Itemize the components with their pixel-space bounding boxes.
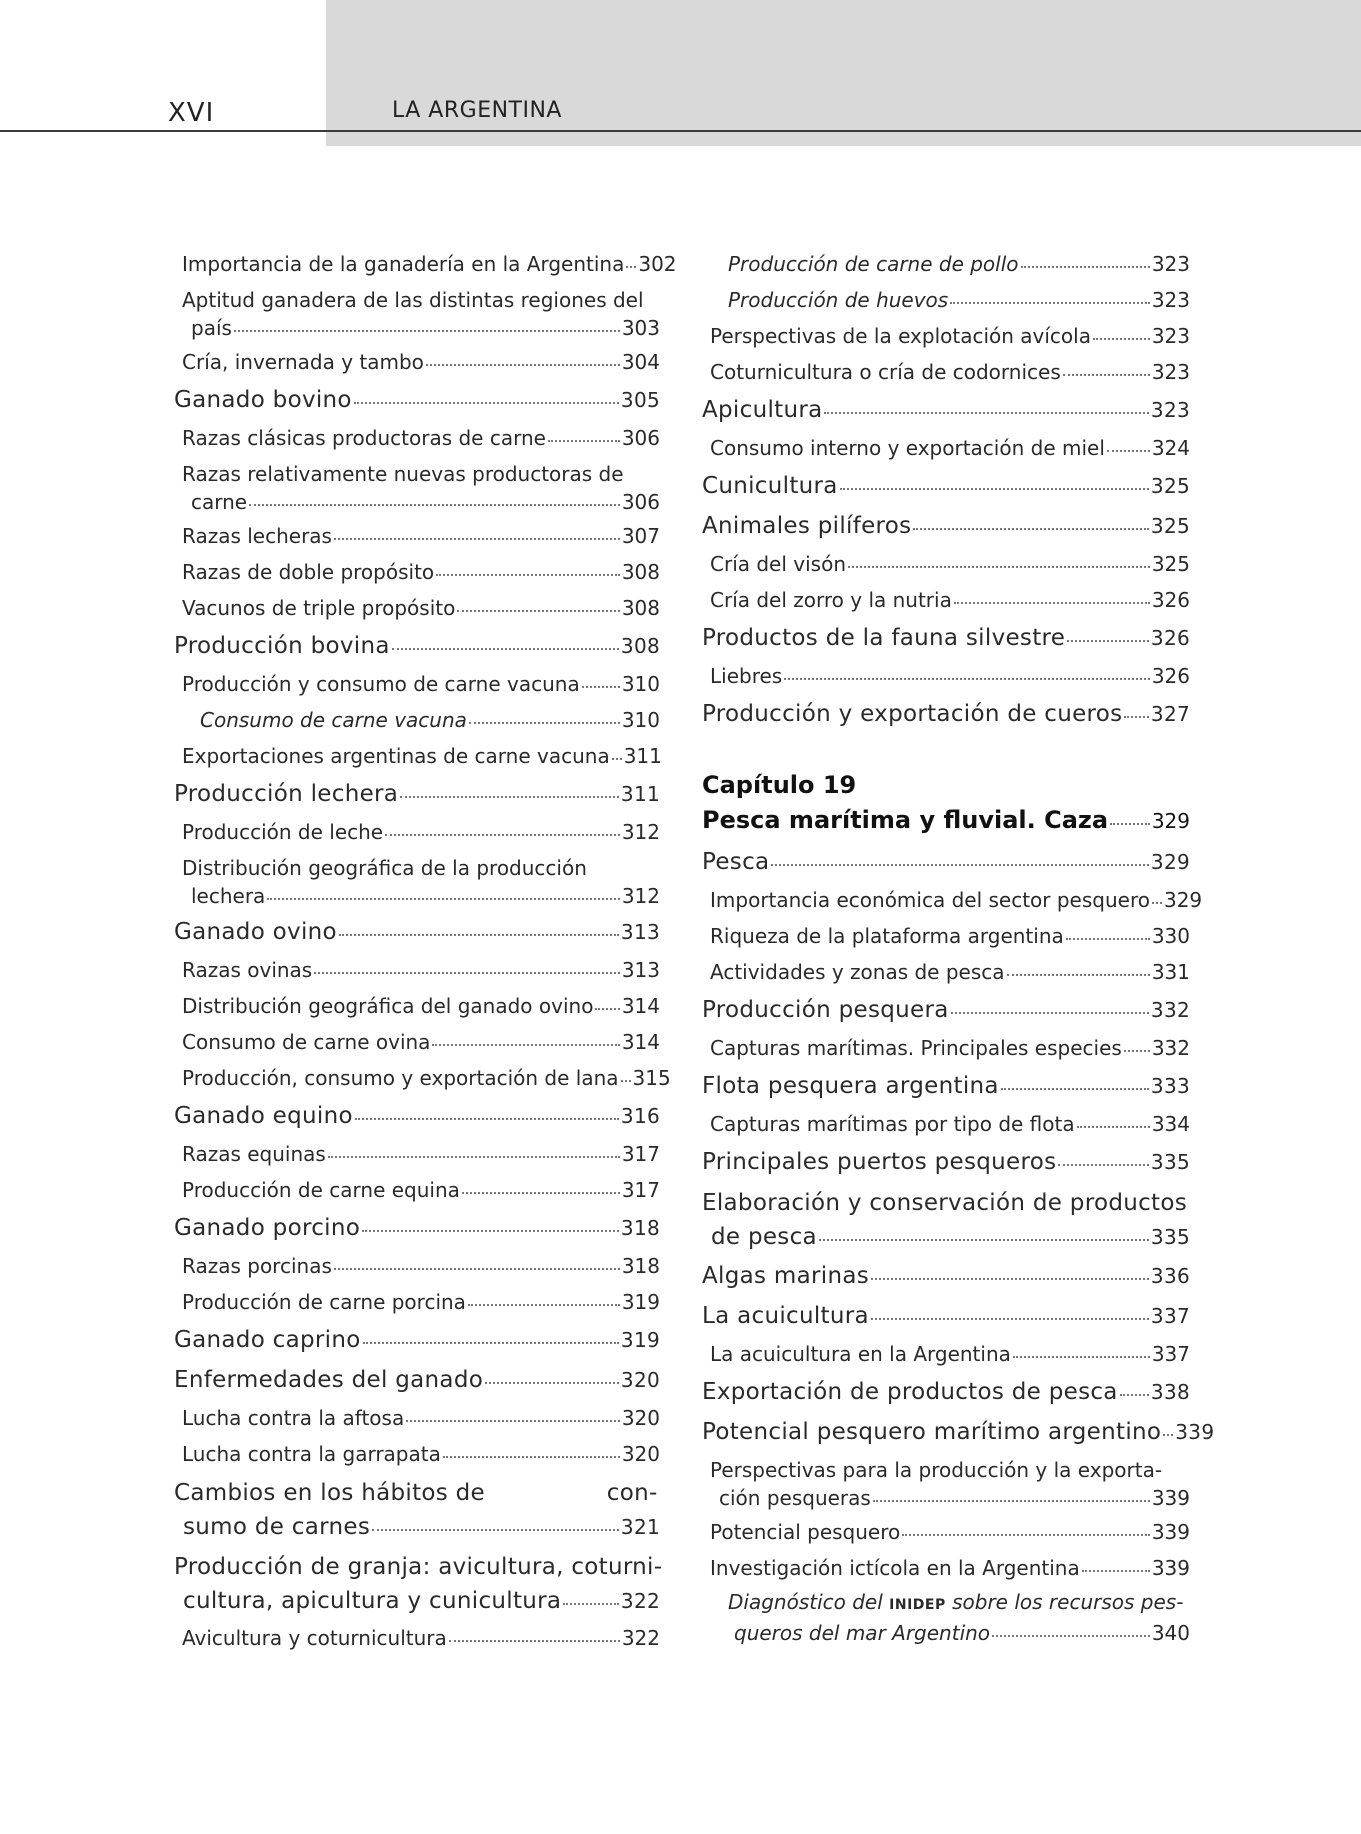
toc-entry-label: Producción bovina bbox=[174, 633, 390, 659]
toc-entry-label: Producción pesquera bbox=[702, 997, 949, 1023]
toc-entry[interactable] bbox=[702, 466, 1190, 506]
toc-entry[interactable] bbox=[174, 1400, 660, 1436]
toc-entry[interactable] bbox=[702, 954, 1190, 990]
toc-entry-label: sumo de carnes bbox=[183, 1514, 371, 1540]
toc-entry-label: Importancia de la ganadería en la Argentina bbox=[182, 252, 625, 276]
toc-entry-multiline[interactable] bbox=[702, 1588, 1190, 1649]
toc-entry-label: Cunicultura bbox=[702, 473, 838, 499]
dot-leader bbox=[385, 833, 620, 836]
dot-leader bbox=[1120, 1393, 1149, 1396]
toc-entry-label: Pesca bbox=[702, 849, 770, 875]
toc-entry[interactable] bbox=[174, 738, 660, 774]
toc-entry[interactable] bbox=[174, 1436, 660, 1472]
toc-entry[interactable] bbox=[702, 1256, 1190, 1296]
toc-entry-label: Importancia económica del sector pesquero bbox=[710, 888, 1150, 912]
toc-entry-multiline[interactable] bbox=[174, 1476, 660, 1546]
dot-leader bbox=[1007, 973, 1150, 976]
dot-leader bbox=[1066, 937, 1150, 940]
toc-entry-page: 340 bbox=[1151, 1621, 1190, 1645]
toc-entry-label: Producción, consumo y exportación de lana bbox=[182, 1066, 619, 1090]
toc-entry-page: 321 bbox=[620, 1515, 660, 1539]
toc-entry[interactable] bbox=[702, 990, 1190, 1030]
dot-leader bbox=[871, 1277, 1149, 1280]
toc-entry-page: 319 bbox=[621, 1290, 660, 1314]
toc-entry bbox=[702, 1220, 1190, 1256]
dot-leader bbox=[1124, 1049, 1150, 1052]
toc-entry-label: Razas clásicas productoras de carne bbox=[182, 426, 546, 450]
dot-leader bbox=[840, 487, 1149, 490]
toc-entry-page: 313 bbox=[621, 958, 660, 982]
toc-entry-label: Producción y consumo de carne vacuna bbox=[182, 672, 580, 696]
toc-entry bbox=[174, 1584, 660, 1620]
dot-leader bbox=[771, 863, 1148, 866]
toc-entry-page: 306 bbox=[621, 490, 660, 514]
dot-leader bbox=[1082, 1569, 1150, 1572]
toc-entry-page: 325 bbox=[1150, 474, 1190, 498]
toc-entry bbox=[174, 1510, 660, 1546]
toc-entry-label: Exportaciones argentinas de carne vacuna bbox=[182, 744, 610, 768]
dot-leader bbox=[1067, 639, 1149, 642]
toc-entry-label: Ganado equino bbox=[174, 1103, 353, 1129]
dot-leader bbox=[1107, 449, 1150, 452]
toc-entry[interactable] bbox=[702, 1296, 1190, 1336]
toc-entry[interactable] bbox=[174, 1208, 660, 1248]
toc-entry-page: 326 bbox=[1150, 626, 1190, 650]
toc-entry-page: 332 bbox=[1151, 1036, 1190, 1060]
dot-leader bbox=[548, 439, 620, 442]
toc-entry[interactable] bbox=[174, 590, 660, 626]
dot-leader bbox=[485, 1381, 619, 1384]
toc-entry-page: 304 bbox=[621, 350, 660, 374]
toc-entry[interactable] bbox=[702, 1106, 1190, 1142]
toc-entry-page: 339 bbox=[1151, 1520, 1190, 1544]
toc-entry[interactable] bbox=[702, 354, 1190, 390]
toc-entry[interactable] bbox=[702, 1514, 1190, 1550]
toc-entry-page: 326 bbox=[1151, 664, 1190, 688]
toc-entry[interactable] bbox=[174, 1248, 660, 1284]
dot-leader bbox=[819, 1238, 1149, 1241]
toc-entry-page: 326 bbox=[1151, 588, 1190, 612]
toc-entry-page: 339 bbox=[1175, 1420, 1215, 1444]
toc-entry-label: Lucha contra la garrapata bbox=[182, 1442, 441, 1466]
toc-entry-page: 316 bbox=[620, 1104, 660, 1128]
dot-leader bbox=[626, 265, 636, 268]
toc-entry-page: 311 bbox=[623, 744, 662, 768]
toc-entry-page: 322 bbox=[620, 1589, 660, 1613]
dot-leader bbox=[469, 721, 620, 724]
toc-entry-page: 312 bbox=[621, 884, 660, 908]
toc-entry-label: Razas ovinas bbox=[182, 958, 313, 982]
toc-entry-label: lechera bbox=[191, 884, 266, 908]
toc-entry[interactable] bbox=[174, 1172, 660, 1208]
toc-entry-label: Riqueza de la plataforma argentina bbox=[710, 924, 1064, 948]
toc-entry-page: 337 bbox=[1151, 1342, 1190, 1366]
toc-entry[interactable] bbox=[702, 694, 1190, 734]
toc-entry-label: Exportación de productos de pesca bbox=[702, 1379, 1118, 1405]
toc-right-column bbox=[702, 246, 1215, 1649]
toc-entry-page: 339 bbox=[1151, 1556, 1190, 1580]
toc-entry-label: La acuicultura en la Argentina bbox=[710, 1342, 1011, 1366]
toc-entry-label: Potencial pesquero marítimo argentino bbox=[702, 1419, 1162, 1445]
toc-entry-page: 320 bbox=[620, 1368, 660, 1392]
toc-entry-label: Coturnicultura o cría de codornices bbox=[710, 360, 1061, 384]
toc-entry[interactable] bbox=[174, 952, 660, 988]
toc-entry[interactable] bbox=[174, 702, 660, 738]
toc-entry-label: Ganado caprino bbox=[174, 1327, 361, 1353]
toc-entry[interactable] bbox=[702, 1372, 1190, 1412]
toc-entry-page: 323 bbox=[1151, 252, 1190, 276]
toc-entry-label-line1 bbox=[728, 1588, 1190, 1619]
toc-entry[interactable] bbox=[174, 1320, 660, 1360]
toc-entry-page: 334 bbox=[1151, 1112, 1190, 1136]
dot-leader bbox=[1163, 1433, 1173, 1436]
toc-entry[interactable] bbox=[174, 554, 660, 590]
toc-entry-multiline[interactable] bbox=[174, 854, 660, 912]
toc-entry[interactable] bbox=[702, 658, 1190, 694]
toc-entry[interactable] bbox=[702, 546, 1190, 582]
toc-entry-page: 323 bbox=[1151, 324, 1190, 348]
dot-leader bbox=[563, 1602, 619, 1605]
toc-entry[interactable] bbox=[702, 882, 1203, 918]
toc-entry-page: 336 bbox=[1150, 1264, 1190, 1288]
dot-leader bbox=[443, 1455, 620, 1458]
toc-entry[interactable] bbox=[174, 246, 677, 282]
chapter-title-label: Pesca marítima y fluvial. Caza bbox=[702, 806, 1109, 834]
toc-entry[interactable] bbox=[174, 626, 660, 666]
toc-entry-label-line1: Razas relativamente nuevas productoras de bbox=[182, 462, 624, 486]
toc-entry-page: 305 bbox=[620, 388, 660, 412]
dot-leader bbox=[1001, 1087, 1149, 1090]
dot-leader bbox=[234, 329, 620, 332]
toc-entry-label: Potencial pesquero bbox=[710, 1520, 901, 1544]
toc-entry[interactable] bbox=[174, 1360, 660, 1400]
toc-entry-multiline[interactable] bbox=[174, 460, 660, 518]
toc-entry[interactable] bbox=[174, 988, 660, 1024]
toc-entry-label: Razas de doble propósito bbox=[182, 560, 435, 584]
toc-entry-page: 329 bbox=[1150, 850, 1190, 874]
toc-entry-label-line1: Distribución geográfica de la producción bbox=[182, 856, 587, 880]
toc-entry-page: 338 bbox=[1150, 1380, 1190, 1404]
toc-entry-page: 318 bbox=[620, 1216, 660, 1240]
toc-entry-page: 324 bbox=[1151, 436, 1190, 460]
toc-entry-page: 329 bbox=[1163, 888, 1203, 912]
chapter-number: Capítulo 19 bbox=[702, 771, 857, 799]
toc-entry[interactable] bbox=[174, 1096, 660, 1136]
toc-entry-page: 320 bbox=[621, 1442, 660, 1466]
toc-entry-page: 319 bbox=[620, 1328, 660, 1352]
dot-leader bbox=[449, 1639, 620, 1642]
toc-entry-label: Producción de carne porcina bbox=[182, 1290, 466, 1314]
page-number: XVI bbox=[168, 98, 215, 128]
toc-entry[interactable] bbox=[702, 390, 1190, 430]
toc-entry[interactable] bbox=[702, 1142, 1190, 1182]
toc-entry-page: 315 bbox=[632, 1066, 671, 1090]
toc-entry[interactable] bbox=[702, 918, 1190, 954]
toc-entry-label: La acuicultura bbox=[702, 1303, 869, 1329]
chapter-page: 329 bbox=[1151, 809, 1190, 833]
toc-entry-label: Apicultura bbox=[702, 397, 823, 423]
dot-leader bbox=[871, 1317, 1149, 1320]
toc-entry-page: 313 bbox=[620, 920, 660, 944]
toc-entry-label-line1: Perspectivas para la producción y la exporta- bbox=[710, 1458, 1163, 1482]
toc-entry-page: 339 bbox=[1151, 1486, 1190, 1510]
toc-entry-page: 332 bbox=[1150, 998, 1190, 1022]
toc-entry-label: Distribución geográfica del ganado ovino bbox=[182, 994, 594, 1018]
toc-entry-label: Algas marinas bbox=[702, 1263, 870, 1289]
label-part: Diagnóstico del bbox=[728, 1590, 890, 1614]
toc-entry-label: Actividades y zonas de pesca bbox=[710, 960, 1005, 984]
toc-entry[interactable] bbox=[702, 318, 1190, 354]
toc-entry-page: 320 bbox=[621, 1406, 660, 1430]
toc-entry-label: Capturas marítimas por tipo de flota bbox=[710, 1112, 1075, 1136]
dot-leader bbox=[950, 301, 1150, 304]
toc-entry-label: Cría del zorro y la nutria bbox=[710, 588, 952, 612]
dot-leader bbox=[436, 573, 620, 576]
acronym-label: INIDEP bbox=[889, 1597, 946, 1613]
dot-leader bbox=[328, 1155, 620, 1158]
toc-entry[interactable] bbox=[702, 842, 1190, 882]
toc-entry-label: Enfermedades del ganado bbox=[174, 1367, 484, 1393]
toc-entry-page: 322 bbox=[621, 1626, 660, 1650]
toc-entry-label: Capturas marítimas. Principales especies bbox=[710, 1036, 1122, 1060]
toc-entry-page: 325 bbox=[1150, 514, 1190, 538]
toc-entry-page: 317 bbox=[621, 1178, 660, 1202]
dot-leader bbox=[1077, 1125, 1150, 1128]
toc-entry-label: Animales pilíferos bbox=[702, 513, 912, 539]
toc-entry-page: 323 bbox=[1151, 288, 1190, 312]
dot-leader bbox=[1021, 265, 1150, 268]
toc-entry[interactable] bbox=[174, 774, 660, 814]
dot-leader bbox=[582, 685, 620, 688]
dot-leader bbox=[406, 1419, 620, 1422]
toc-entry-page: 308 bbox=[620, 634, 660, 658]
dot-leader bbox=[267, 897, 619, 900]
toc-entry-label-line1: Elaboración y conservación de productos bbox=[702, 1190, 1188, 1216]
dot-leader bbox=[951, 1011, 1149, 1014]
toc-entry-page: 335 bbox=[1150, 1150, 1190, 1174]
toc-entry-page: 312 bbox=[621, 820, 660, 844]
toc-entry-page: 327 bbox=[1150, 702, 1190, 726]
dot-leader bbox=[468, 1303, 620, 1306]
toc-entry-page: 330 bbox=[1151, 924, 1190, 948]
toc-entry[interactable] bbox=[702, 618, 1190, 658]
dot-leader bbox=[339, 933, 619, 936]
dot-leader bbox=[954, 601, 1150, 604]
running-title: LA ARGENTINA bbox=[392, 98, 562, 123]
dot-leader bbox=[1124, 715, 1148, 718]
dot-leader bbox=[595, 1007, 619, 1010]
toc-entry[interactable] bbox=[174, 380, 660, 420]
toc-entry-label: Vacunos de triple propósito bbox=[182, 596, 456, 620]
dot-leader bbox=[400, 795, 619, 798]
toc-entry[interactable] bbox=[174, 1284, 660, 1320]
dot-leader bbox=[354, 401, 619, 404]
toc-entry[interactable] bbox=[702, 1336, 1190, 1372]
dot-leader bbox=[848, 565, 1150, 568]
toc-entry-label: Consumo de carne vacuna bbox=[200, 708, 467, 732]
toc-entry-page: 303 bbox=[621, 316, 660, 340]
toc-entry[interactable] bbox=[702, 282, 1190, 318]
toc-entry-multiline[interactable] bbox=[174, 286, 660, 344]
dot-leader bbox=[824, 411, 1148, 414]
dot-leader bbox=[1110, 822, 1150, 825]
toc-entry-label: de pesca bbox=[711, 1224, 817, 1250]
dot-leader bbox=[362, 1229, 619, 1232]
dot-leader bbox=[334, 1267, 620, 1270]
toc-entry-page: 314 bbox=[621, 994, 660, 1018]
toc-entry[interactable] bbox=[702, 430, 1190, 466]
toc-entry-page: 335 bbox=[1150, 1225, 1190, 1249]
toc-entry bbox=[182, 488, 660, 518]
toc-entry-label: carne bbox=[191, 490, 248, 514]
dot-leader bbox=[621, 1079, 631, 1082]
toc-entry-page: 308 bbox=[621, 560, 660, 584]
toc-entry-label: país bbox=[191, 316, 232, 340]
dot-leader bbox=[457, 609, 619, 612]
toc-entry-label: Ganado bovino bbox=[174, 387, 352, 413]
toc-entry-label: Producción lechera bbox=[174, 781, 399, 807]
toc-entry-label: cultura, apicultura y cunicultura bbox=[183, 1588, 562, 1614]
dot-leader bbox=[902, 1533, 1150, 1536]
toc-entry-label: Perspectivas de la explotación avícola bbox=[710, 324, 1091, 348]
toc-entry-label: Producción de leche bbox=[182, 820, 384, 844]
dot-leader bbox=[1013, 1355, 1150, 1358]
dot-leader bbox=[1063, 373, 1150, 376]
toc-entry-label: ción pesqueras bbox=[719, 1486, 871, 1510]
toc-entry-label: Producción de huevos bbox=[728, 288, 949, 312]
toc-entry[interactable] bbox=[174, 912, 660, 952]
toc-entry-label: Investigación ictícola en la Argentina bbox=[710, 1556, 1080, 1580]
dot-leader bbox=[1058, 1163, 1149, 1166]
dot-leader bbox=[363, 1341, 619, 1344]
toc-entry[interactable] bbox=[702, 1412, 1215, 1452]
toc-entry-label: Razas lecheras bbox=[182, 524, 332, 548]
toc-entry-page: 310 bbox=[621, 672, 660, 696]
toc-entry[interactable] bbox=[174, 1136, 660, 1172]
header-band bbox=[326, 0, 1361, 146]
toc-entry-label: Cría, invernada y tambo bbox=[182, 350, 424, 374]
toc-entry-page: 306 bbox=[621, 426, 660, 450]
toc-entry-page: 317 bbox=[621, 1142, 660, 1166]
toc-entry[interactable] bbox=[174, 420, 660, 456]
toc-entry[interactable] bbox=[702, 582, 1190, 618]
dot-leader bbox=[1093, 337, 1150, 340]
header-rule bbox=[0, 130, 1361, 132]
dot-leader bbox=[334, 537, 620, 540]
toc-entry bbox=[182, 882, 660, 912]
toc-entry bbox=[182, 314, 660, 344]
toc-entry-page: 318 bbox=[621, 1254, 660, 1278]
dot-leader bbox=[426, 363, 620, 366]
toc-entry-label: Producción de carne equina bbox=[182, 1178, 460, 1202]
toc-entry[interactable] bbox=[174, 1620, 660, 1656]
toc-entry-label: Productos de la fauna silvestre bbox=[702, 625, 1066, 651]
toc-entry-label-line1: Producción de granja: avicultura, coturni- bbox=[174, 1554, 663, 1580]
toc-entry bbox=[710, 1484, 1190, 1514]
dot-leader bbox=[873, 1499, 1150, 1502]
toc-entry-label: Razas equinas bbox=[182, 1142, 326, 1166]
dot-leader bbox=[372, 1528, 619, 1531]
toc-entry-label: Ganado porcino bbox=[174, 1215, 361, 1241]
toc-entry-label: Producción de carne de pollo bbox=[728, 252, 1019, 276]
toc-entry-label-line1: Aptitud ganadera de las distintas regiones del bbox=[182, 288, 644, 312]
toc-entry-label-line1: Cambios en los hábitos de con- bbox=[174, 1480, 658, 1506]
toc-entry-page: 323 bbox=[1150, 398, 1190, 422]
toc-entry-page: 337 bbox=[1150, 1304, 1190, 1328]
toc-entry bbox=[728, 1619, 1190, 1649]
toc-entry-page: 307 bbox=[621, 524, 660, 548]
toc-entry[interactable] bbox=[174, 666, 660, 702]
dot-leader bbox=[612, 757, 622, 760]
toc-entry[interactable] bbox=[702, 246, 1190, 282]
toc-entry-page: 333 bbox=[1150, 1074, 1190, 1098]
toc-entry-label: Producción y exportación de cueros bbox=[702, 701, 1123, 727]
toc-entry[interactable] bbox=[702, 1066, 1190, 1106]
dot-leader bbox=[392, 647, 619, 650]
toc-entry-label: Razas porcinas bbox=[182, 1254, 332, 1278]
toc-entry-multiline[interactable] bbox=[702, 1456, 1190, 1514]
toc-entry[interactable] bbox=[702, 1030, 1190, 1066]
toc-entry[interactable] bbox=[174, 344, 660, 380]
toc-entry-page: 331 bbox=[1151, 960, 1190, 984]
dot-leader bbox=[314, 971, 620, 974]
dot-leader bbox=[432, 1043, 619, 1046]
toc-entry-label: Principales puertos pesqueros bbox=[702, 1149, 1057, 1175]
toc-left-column bbox=[174, 246, 677, 1656]
toc-entry-label: Lucha contra la aftosa bbox=[182, 1406, 405, 1430]
toc-entry-page: 325 bbox=[1151, 552, 1190, 576]
toc-entry-label: Avicultura y coturnicultura bbox=[182, 1626, 447, 1650]
toc-entry[interactable] bbox=[174, 814, 660, 850]
dot-leader bbox=[355, 1117, 619, 1120]
toc-entry[interactable] bbox=[174, 518, 660, 554]
dot-leader bbox=[784, 677, 1150, 680]
toc-entry-page: 314 bbox=[621, 1030, 660, 1054]
toc-entry-label: queros del mar Argentino bbox=[734, 1621, 991, 1645]
toc-entry-label: Ganado ovino bbox=[174, 919, 337, 945]
toc-entry-label: Liebres bbox=[710, 664, 783, 688]
toc-entry-label: Consumo interno y exportación de miel bbox=[710, 436, 1105, 460]
toc-entry-page: 308 bbox=[621, 596, 660, 620]
toc-entry[interactable] bbox=[174, 1024, 660, 1060]
toc-entry-page: 311 bbox=[620, 782, 660, 806]
toc-entry[interactable] bbox=[174, 1060, 671, 1096]
toc-entry-multiline[interactable] bbox=[174, 1550, 663, 1620]
toc-entry-page: 310 bbox=[621, 708, 660, 732]
dot-leader bbox=[992, 1634, 1150, 1637]
dot-leader bbox=[1152, 901, 1162, 904]
toc-entry-label: Flota pesquera argentina bbox=[702, 1073, 999, 1099]
dot-leader bbox=[913, 527, 1148, 530]
toc-entry-label: Consumo de carne ovina bbox=[182, 1030, 431, 1054]
toc-entry-label: Cría del visón bbox=[710, 552, 846, 576]
chapter-heading bbox=[702, 768, 1190, 838]
dot-leader bbox=[249, 503, 620, 506]
dot-leader bbox=[462, 1191, 620, 1194]
toc-entry[interactable] bbox=[702, 1550, 1190, 1586]
label-part: sobre los recursos pes- bbox=[945, 1590, 1184, 1614]
chapter-title[interactable] bbox=[702, 802, 1190, 838]
toc-entry-page: 323 bbox=[1151, 360, 1190, 384]
toc-entry-page: 302 bbox=[638, 252, 677, 276]
toc-entry-multiline[interactable] bbox=[702, 1186, 1190, 1256]
toc-entry[interactable] bbox=[702, 506, 1190, 546]
